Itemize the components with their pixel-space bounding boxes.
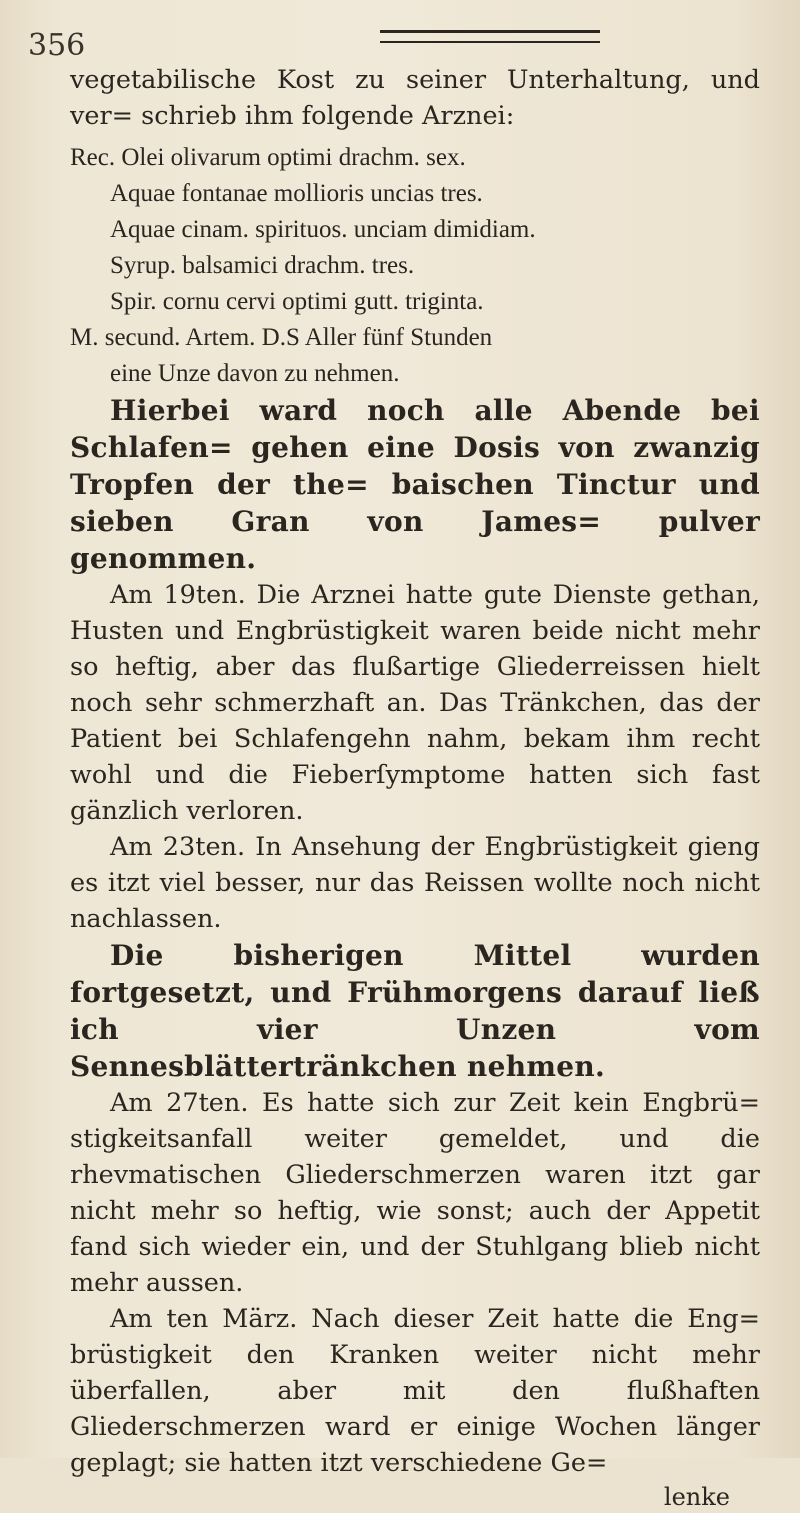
- catchword: lenke: [663, 1483, 730, 1511]
- opening-paragraph: vegetabilische Kost zu seiner Unterhaltung, und ver= schrieb ihm folgende Arznei:: [70, 65, 760, 131]
- recipe-line-rec: Rec. Olei olivarum optimi drachm. sex.: [70, 144, 466, 171]
- entry-23rd: Am 23ten. In Ansehung der Engbrüstigkeit gieng es itzt viel besser, nur das Reissen wollte noch nicht nachlassen.: [70, 832, 760, 934]
- recipe-block: [70, 140, 760, 392]
- recipe-line: Aquae cinam. spirituos. unciam dimidiam.: [110, 216, 536, 243]
- header-rule: [380, 30, 600, 43]
- bold-paragraph-continued-remedies: Die bisherigen Mittel wurden fortgesetzt, und Frühmorgens darauf ließ ich vier Unzen vom Sennesblättertränkchen nehmen.: [70, 939, 760, 1083]
- recipe-line: Spir. cornu cervi optimi gutt. triginta.: [110, 288, 484, 315]
- body-text: [70, 62, 760, 1513]
- page-number: 356: [28, 28, 86, 63]
- bold-paragraph-evening-dose: Hierbei ward noch alle Abende bei Schlafen= gehen eine Dosis von zwanzig Tropfen der the= baischen Tinctur und sieben Gran von James= pulver genommen.: [70, 394, 760, 575]
- recipe-signa-continued: eine Unze davon zu nehmen.: [110, 360, 400, 387]
- entry-27th: Am 27ten. Es hatte sich zur Zeit kein Engbrü= stigkeitsanfall weiter gemeldet, und die rhevmatischen Gliederschmerzen waren itzt gar nicht mehr so heftig, wie sonst; auch der Appetit fand sich wieder ein, und der Stuhlgang blieb nicht mehr aussen.: [70, 1088, 760, 1298]
- recipe-signa: M. secund. Artem. D.S Aller fünf Stunden: [70, 324, 493, 351]
- recipe-line: Syrup. balsamici drachm. tres.: [110, 252, 415, 279]
- entry-19th: Am 19ten. Die Arznei hatte gute Dienste gethan, Husten und Engbrüstigkeit waren beide nicht mehr so heftig, aber das flußartige Gliederreissen hielt noch sehr schmerzhaft an. Das Tränkchen, das der Patient bei Schlafengehn nahm, bekam ihm recht wohl und die Fieberſymptome hatten sich fast gänzlich verloren.: [70, 580, 760, 826]
- entry-march: Am ten März. Nach dieser Zeit hatte die Eng= brüstigkeit den Kranken weiter nicht mehr überfallen, aber mit den flußhaften Gliederschmerzen ward er einige Wochen länger geplagt; sie hatten itzt verschiedene Ge=: [70, 1304, 760, 1478]
- recipe-line: Aquae fontanae mollioris uncias tres.: [110, 180, 483, 207]
